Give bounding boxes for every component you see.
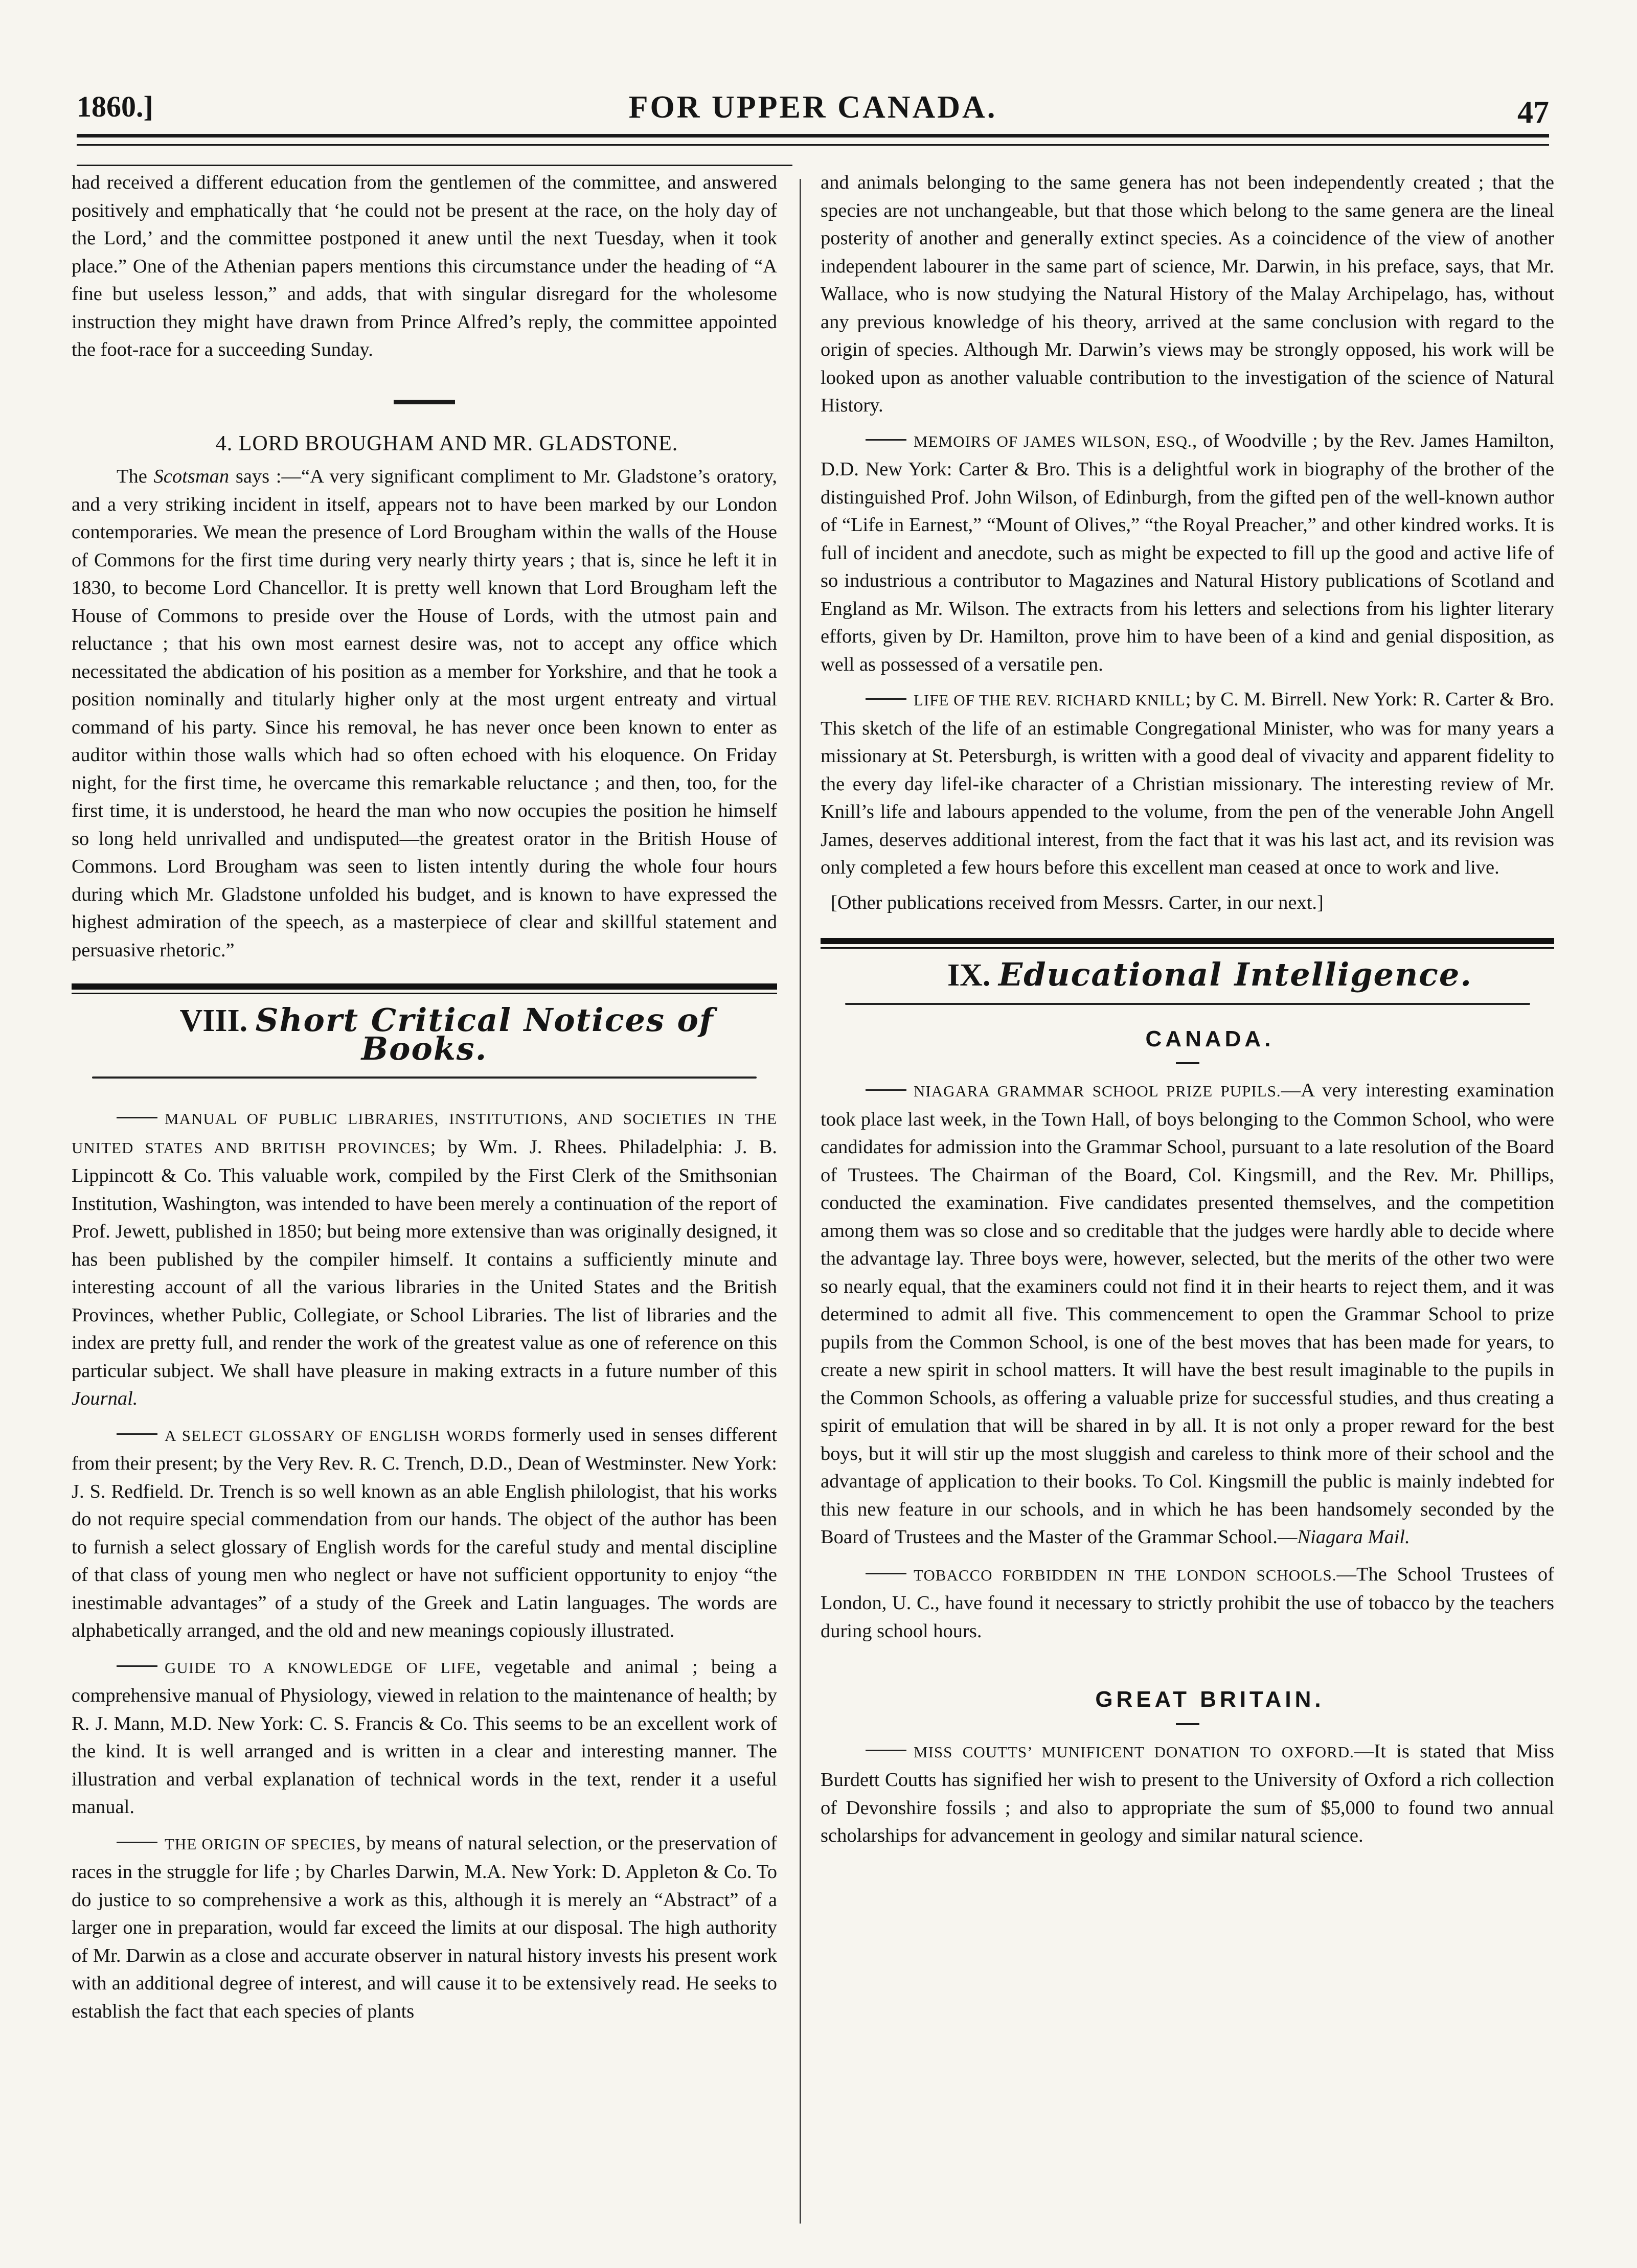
em-rule — [866, 1573, 906, 1574]
section-ix-name: Educational Intelligence. — [998, 956, 1472, 993]
notice-paragraph — [72, 1653, 777, 1821]
canada-items-list — [821, 1076, 1554, 1645]
book-notices-list-right — [821, 427, 1554, 882]
notice-text: , vegetable and animal ; being a comprehensive manual of Physiology, viewed in relation to the maintenance of health; by R. J. Mann, M.D. New York: C. S. Francis & Co. This seems to be an excellent work of the kind. It is well arranged and is written in a clear and interesting manner. The illustration and verbal explanation of technical words in the text, render it a useful manual. — [72, 1656, 777, 1818]
header-year: 1860.] — [77, 90, 153, 123]
book-notices-list — [72, 1104, 777, 2025]
notice-title: THE ORIGIN OF SPECIES — [165, 1835, 356, 1853]
column-divider — [800, 179, 801, 2224]
section-ix-rule-top — [821, 938, 1554, 944]
section-rule-top — [72, 983, 777, 990]
notice-text: —The School Trustees of London, U. C., have found it necessary to strictly prohibit the use of tobacco by the teachers during school hours. — [821, 1563, 1554, 1642]
notice-title: TOBACCO FORBIDDEN IN THE LONDON SCHOOLS. — [914, 1566, 1337, 1584]
header-rule-thin — [77, 144, 1549, 146]
great-britain-heading: GREAT BRITAIN. — [1095, 1687, 1325, 1712]
notice-title: NIAGARA GRAMMAR SCHOOL PRIZE PUPILS. — [914, 1082, 1281, 1100]
notice-text: —A very interesting examination took place last week, in the Town Hall, of boys belonging to the Common School, who were candidates for admission into the Grammar School, pursuant to a late resolution of the Board of Trustees. The Chairman of the Board, Col. Kingsmill, and the Rev. Mr. Phillips, conducted the examination. Five candidates presented themselves, and the competition among them was so close and so creditable that the judges were hardly able to decide where the advantage lay. Three boys were, however, selected, but the merits of the other two were so nearly equal, that the examiners could not find it in their hearts to reject them, and it was determined to admit all five. This commencement to open the Grammar School to prize pupils from the Common School, is one of the best moves that has been made for years, to create a new spirit in school matters. It will have the best result imaginable to the pupils in the Common Schools, as offering a valuable prize for successful studies, and thus creating a spirit of emulation that will be shared in by all. It is not only a proper reward for the best boys, but it will stir up the most sluggish and careless to think more of their school and the advantage of application to their books. To Col. Kingsmill the public is mainly indebted for this new feature in our schools, and in which he has been handsomely seconded by the Board of Trustees and the Master of the Grammar School.— — [821, 1080, 1555, 1548]
notice-paragraph — [821, 1561, 1554, 1645]
notice-italic-tail: Journal. — [72, 1388, 138, 1409]
other-publications-note: [Other publications received from Messrs. Carter, in our next.] — [831, 891, 1324, 913]
notice-title: MANUAL OF PUBLIC LIBRARIES, INSTITUTIONS, AND SOCIETIES IN THE UNITED STATES AND BRITISH PROVINCES — [72, 1110, 777, 1157]
article-body — [72, 463, 777, 964]
section-separator — [394, 400, 455, 404]
em-rule — [117, 1433, 157, 1435]
notice-paragraph — [821, 1737, 1554, 1850]
canada-heading: CANADA. — [1145, 1026, 1275, 1051]
notice-paragraph — [72, 1104, 777, 1413]
em-rule — [117, 1842, 157, 1843]
em-rule — [866, 1750, 906, 1751]
notice-title: GUIDE TO A KNOWLEDGE OF LIFE — [165, 1658, 476, 1677]
em-rule — [866, 439, 906, 441]
right-column — [821, 169, 1554, 1850]
left-column — [72, 169, 777, 2025]
notice-paragraph — [72, 1829, 777, 2026]
notice-paragraph — [821, 427, 1554, 679]
section-ix-title — [821, 956, 1554, 993]
notice-text: , of Woodville ; by the Rev. James Hamilton, D.D. New York: Carter & Bro. This is a delightful work in biography of the brother of the distinguished Prof. John Wilson, of Edinburgh, from the gifted pen of the well-known author of “Life in Earnest,” “Mount of Olives,” “the Royal Preacher,” and other kindred works. It is full of incident and anecdote, such as might be expected to fill up the good and active life of so industrious a contributor to Magazines and Natural History publications of Scotland and England as Mr. Wilson. The extracts from his letters and selections from his lighter literary efforts, given by Dr. Hamilton, prove him to have been of a kind and genial disposition, as well as possessed of a versatile pen. — [821, 429, 1554, 675]
page-number: 47 — [1517, 95, 1549, 130]
notice-paragraph — [821, 1076, 1554, 1551]
notice-text: ; by C. M. Birrell. New York: R. Carter & Bro. This sketch of the life of an estimable Congregational Minister, who was for many years a missionary at St. Petersburgh, is written with a good deal of vivacity and apparent fidelity to the every day lifel-ike character of a Christian missionary. The interesting review of Mr. Knill’s life and labours appended to the volume, from the pen of the venerable John Angell James, deserves additional interest, from the fact that it was his last act, and its revision was only completed a few hours before this excellent man ceased at once to work and live. — [821, 689, 1554, 878]
article-text: says :—“A very significant compliment to Mr. Gladstone’s oratory, and a very striking incident in itself, appears not to have been marked by our London contemporaries. We mean the presence of Lord Brougham within the walls of the House of Commons for the first time during very nearly thirty years ; that is, since he left it in 1830, to become Lord Chancellor. It is pretty well known that Lord Brougham left the House of Commons to preside over the House of Lords, with the utmost pain and reluctance ; that his own most earnest desire was, not to accept any office which necessitated the abdication of his position as a member for Yorkshire, and that he took a position nominally and titularly higher only at the most urgent entreaty and virtual command of his party. Since his removal, he has never once been known to enter as auditor within those walls which had so often echoed with his eloquence. On Friday night, for the first time, he overcame this remarkable reluctance ; and then, too, for the first time, it is understood, he heard the man who now occupies the position he himself so long held unrivalled and undisputed—the greatest orator in the British House of Commons. Lord Brougham was seen to listen intently during the whole four hours during which Mr. Gladstone unfolded his budget, and is known to have expressed the highest admiration of the speech, as a masterpiece of clear and skillful statement and persuasive rhetoric.” — [72, 466, 777, 961]
notice-title: LIFE OF THE REV. RICHARD KNILL — [914, 691, 1186, 709]
notice-paragraph — [72, 1421, 777, 1645]
notice-text: formerly used in senses different from their present; by the Very Rev. R. C. Trench, D.D., Dean of Westminster. New York: J. S. Redfield. Dr. Trench is so well known as an able English philologist, that his works do not require special commendation from our hands. The object of the author has been to furnish a select glossary of English words for the careful study and mental discipline of that class of young men who neglect or have not sufficient opportunity to enjoy “the inestimable advantages” of a study of the Greek and Latin languages. The words are alphabetically arranged, and the old and new meanings copiously illustrated. — [72, 1424, 777, 1641]
section-viii-name: Short Critical Notices of Books. — [255, 1001, 714, 1067]
article-lead-word: The — [117, 466, 147, 487]
header-rule-thick — [77, 134, 1549, 138]
notice-paragraph — [821, 685, 1554, 882]
notice-title: A SELECT GLOSSARY OF ENGLISH WORDS — [165, 1426, 506, 1445]
notice-source: Niagara Mail. — [1297, 1526, 1410, 1548]
continuation-paragraph: had received a different education from the gentlemen of the committee, and answered positively and emphatically that ‘he could not be present at the race, on the holy day of the Lord,’ and the committee postponed it anew until the next Tuesday, when it took place.” One of the Athenian papers mentions this circumstance under the heading of “A fine but useless lesson,” and adds, that with singular disregard for the wholesome instruction they might have drawn from Prince Alfred’s reply, the committee appointed the foot-race for a succeeding Sunday. — [72, 172, 777, 360]
great-britain-items-list — [821, 1737, 1554, 1850]
notice-title: MEMOIRS OF JAMES WILSON, ESQ. — [914, 432, 1192, 450]
section-viii-title — [72, 1001, 777, 1067]
notice-title: MISS COUTTS’ MUNIFICENT DONATION TO OXFORD. — [914, 1743, 1354, 1761]
header-title: FOR UPPER CANADA. — [628, 90, 997, 125]
notice-text: , by means of natural selection, or the preservation of races in the struggle for life ; by Charles Darwin, M.A. New York: D. Appleton & Co. To do justice to so comprehensive a work as this, although it is merely an “Abstract” of a larger one in preparation, would far exceed the limits at our disposal. The high authority of Mr. Darwin as a close and accurate observer in natural history invests his present work with an additional degree of interest, and will cause it to be extensively read. He seeks to establish the fact that each species of plants — [72, 1832, 777, 2022]
running-head — [77, 89, 1549, 135]
section-ix-number: IX. — [947, 958, 991, 993]
em-rule — [117, 1117, 157, 1118]
em-rule — [866, 698, 906, 700]
notice-text: —It is stated that Miss Burdett Coutts has signified her wish to present to the University of Oxford a rich collection of Devonshire fossils ; and also to appropriate the sum of $5,000 to found two annual scholarships for advancement in geology and similar natural science. — [821, 1740, 1555, 1846]
em-rule — [117, 1665, 157, 1667]
header-rule-thin-2 — [77, 165, 792, 166]
darwin-continuation: and animals belonging to the same genera has not been independently created ; that the species are not unchangeable, but that those which belong to the same genera are the lineal posterity of another and generally extinct species. As a coincidence of the view of another independent labourer in the same part of science, Mr. Darwin, in his preface, says, that Mr. Wallace, who is now studying the Natural History of the Malay Archipelago, has, without any previous knowledge of his theory, arrived at the same conclusion with regard to the origin of species. Although Mr. Darwin’s views may be strongly opposed, his work will be looked upon as another valuable contribution to the investigation of the science of Natural History. — [821, 172, 1554, 416]
article-source: Scotsman — [153, 466, 230, 487]
em-rule — [866, 1089, 906, 1091]
section-viii-number: VIII. — [179, 1003, 248, 1038]
article-heading: 4. LORD BROUGHAM AND MR. GLADSTONE. — [215, 431, 678, 455]
notice-text: ; by Wm. J. Rhees. Philadelphia: J. B. Lippincott & Co. This valuable work, compiled by the First Clerk of the Smithsonian Institution, Washington, was intended to have been merely a continuation of the report of Prof. Jewett, published in 1850; but being more extensive than was originally designed, it has been published by the compiler himself. It contains a sufficiently minute and interesting account of all the various libraries in the United States and the British Provinces, whether Public, Collegiate, or School Libraries. The list of libraries and the index are pretty full, and render the work of the greatest value as one of reference on this particular subject. We shall have pleasure in making extracts in a future number of this — [72, 1136, 777, 1382]
